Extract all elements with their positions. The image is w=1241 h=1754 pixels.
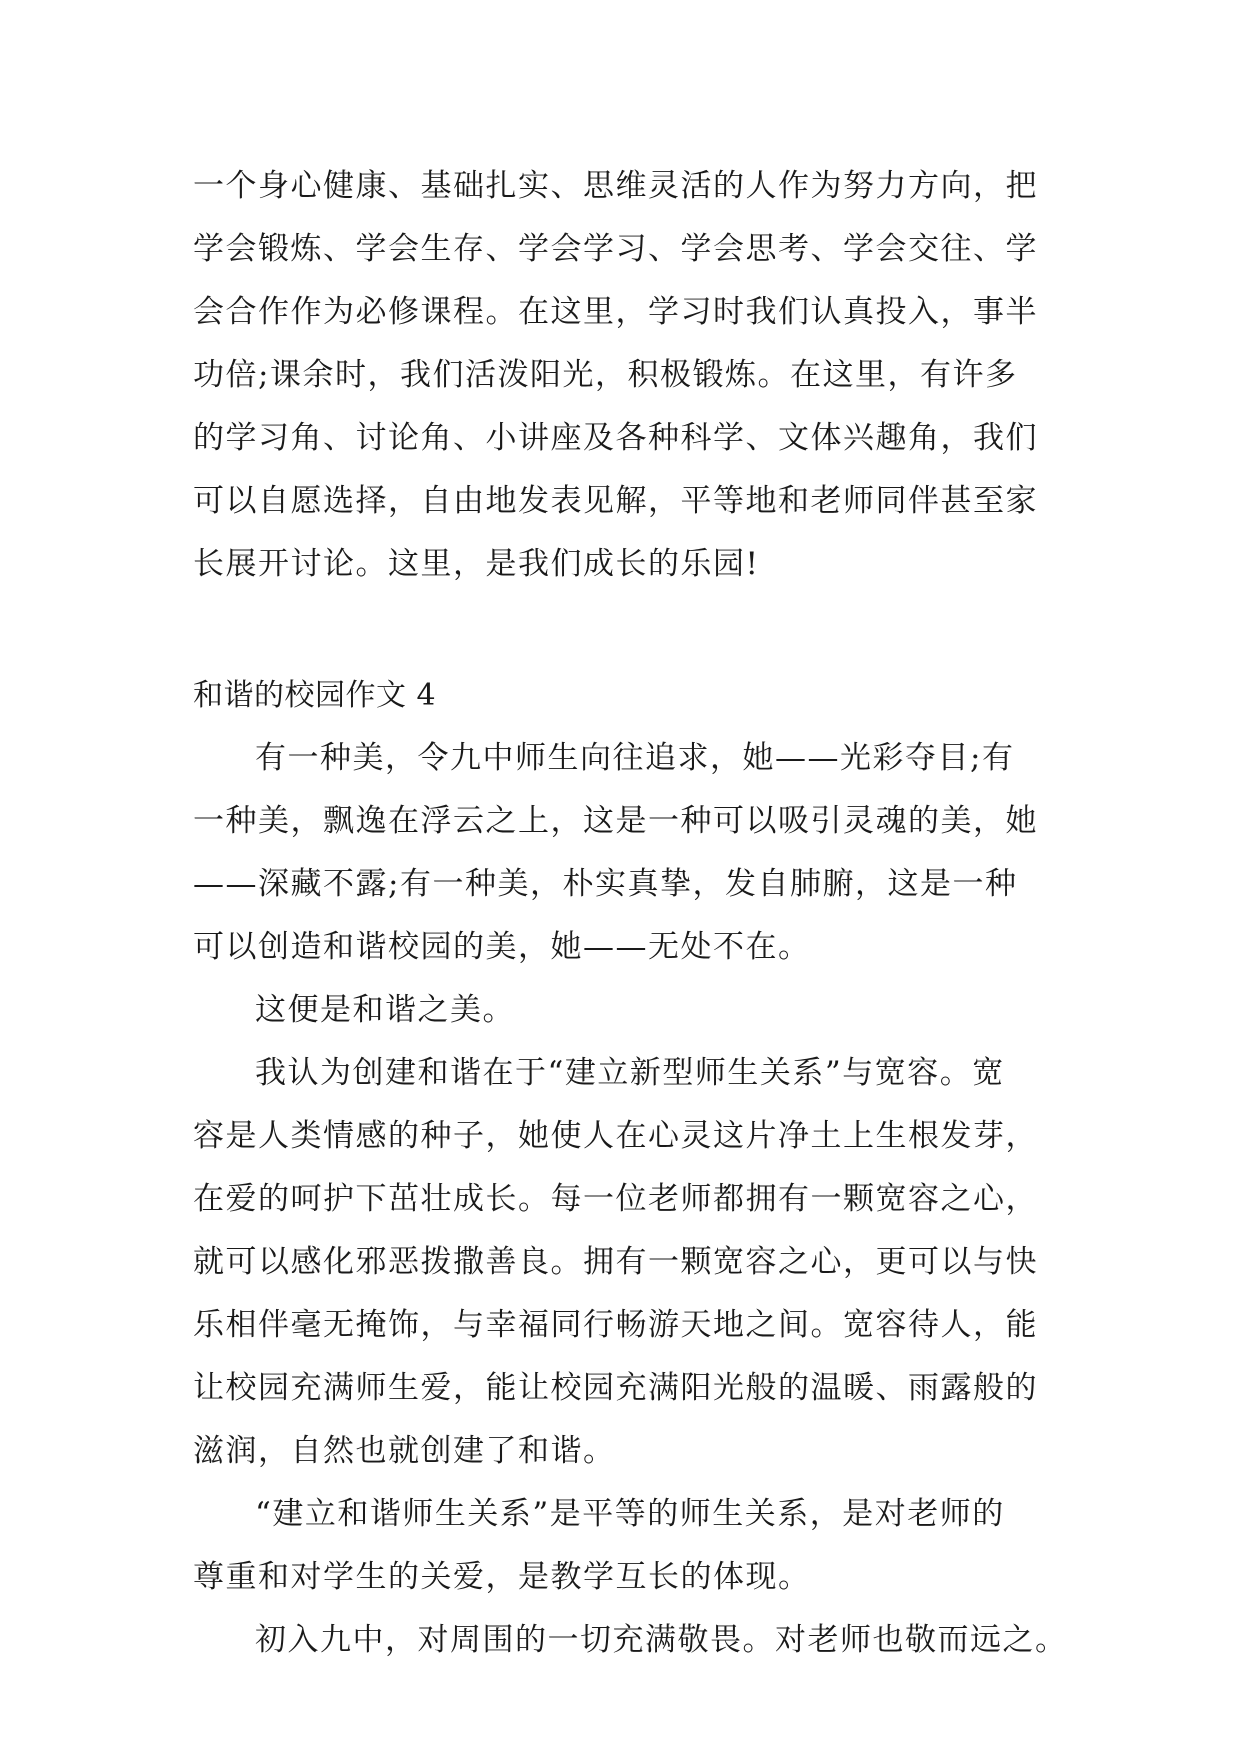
text-line: 一个身心健康、基础扎实、思维灵活的人作为努力方向，把 bbox=[193, 168, 1038, 204]
text-line: 容是人类情感的种子，她使人在心灵这片净土上生根发芽， bbox=[193, 1118, 1038, 1154]
intro-paragraph bbox=[193, 155, 1053, 596]
text-line: 初入九中，对周围的一切充满敬畏。对老师也敬而远之。 bbox=[255, 1622, 1068, 1658]
text-line: 让校园充满师生爱，能让校园充满阳光般的温暖、雨露般的 bbox=[193, 1370, 1038, 1406]
text-line: 学会锻炼、学会生存、学会学习、学会思考、学会交往、学 bbox=[193, 231, 1038, 267]
section-heading: 和谐的校园作文 4 bbox=[193, 678, 437, 713]
text-line: 功倍;课余时，我们活泼阳光，积极锻炼。在这里，有许多 bbox=[193, 357, 1018, 393]
text-line: ——深藏不露;有一种美，朴实真挚，发自肺腑，这是一种 bbox=[193, 866, 1018, 902]
text-line: 长展开讨论。这里，是我们成长的乐园! bbox=[193, 546, 760, 582]
text-line: 我认为创建和谐在于“建立新型师生关系”与宽容。宽 bbox=[255, 1055, 1005, 1091]
text-line: 滋润，自然也就创建了和谐。 bbox=[193, 1433, 616, 1469]
document-body bbox=[193, 155, 1068, 1672]
text-line: 一种美，飘逸在浮云之上，这是一种可以吸引灵魂的美，她 bbox=[193, 803, 1038, 839]
text-line: 可以自愿选择，自由地发表见解，平等地和老师同伴甚至家 bbox=[193, 483, 1038, 519]
text-line: 会合作作为必修课程。在这里，学习时我们认真投入，事半 bbox=[193, 294, 1038, 330]
text-line: 尊重和对学生的关爱，是教学互长的体现。 bbox=[193, 1559, 811, 1595]
text-line: 有一种美，令九中师生向往追求，她——光彩夺目;有 bbox=[255, 740, 1015, 776]
text-line: 在爱的呵护下茁壮成长。每一位老师都拥有一颗宽容之心， bbox=[193, 1181, 1038, 1217]
text-line: 可以创造和谐校园的美，她——无处不在。 bbox=[193, 929, 811, 965]
text-line: 这便是和谐之美。 bbox=[255, 992, 515, 1028]
text-line: 乐相伴毫无掩饰，与幸福同行畅游天地之间。宽容待人，能 bbox=[193, 1307, 1038, 1343]
text-line: 的学习角、讨论角、小讲座及各种科学、文体兴趣角，我们 bbox=[193, 420, 1038, 456]
essay-body bbox=[193, 727, 1068, 1672]
text-line: “建立和谐师生关系”是平等的师生关系，是对老师的 bbox=[255, 1496, 1005, 1532]
text-line: 就可以感化邪恶拨撒善良。拥有一颗宽容之心，更可以与快 bbox=[193, 1244, 1038, 1280]
